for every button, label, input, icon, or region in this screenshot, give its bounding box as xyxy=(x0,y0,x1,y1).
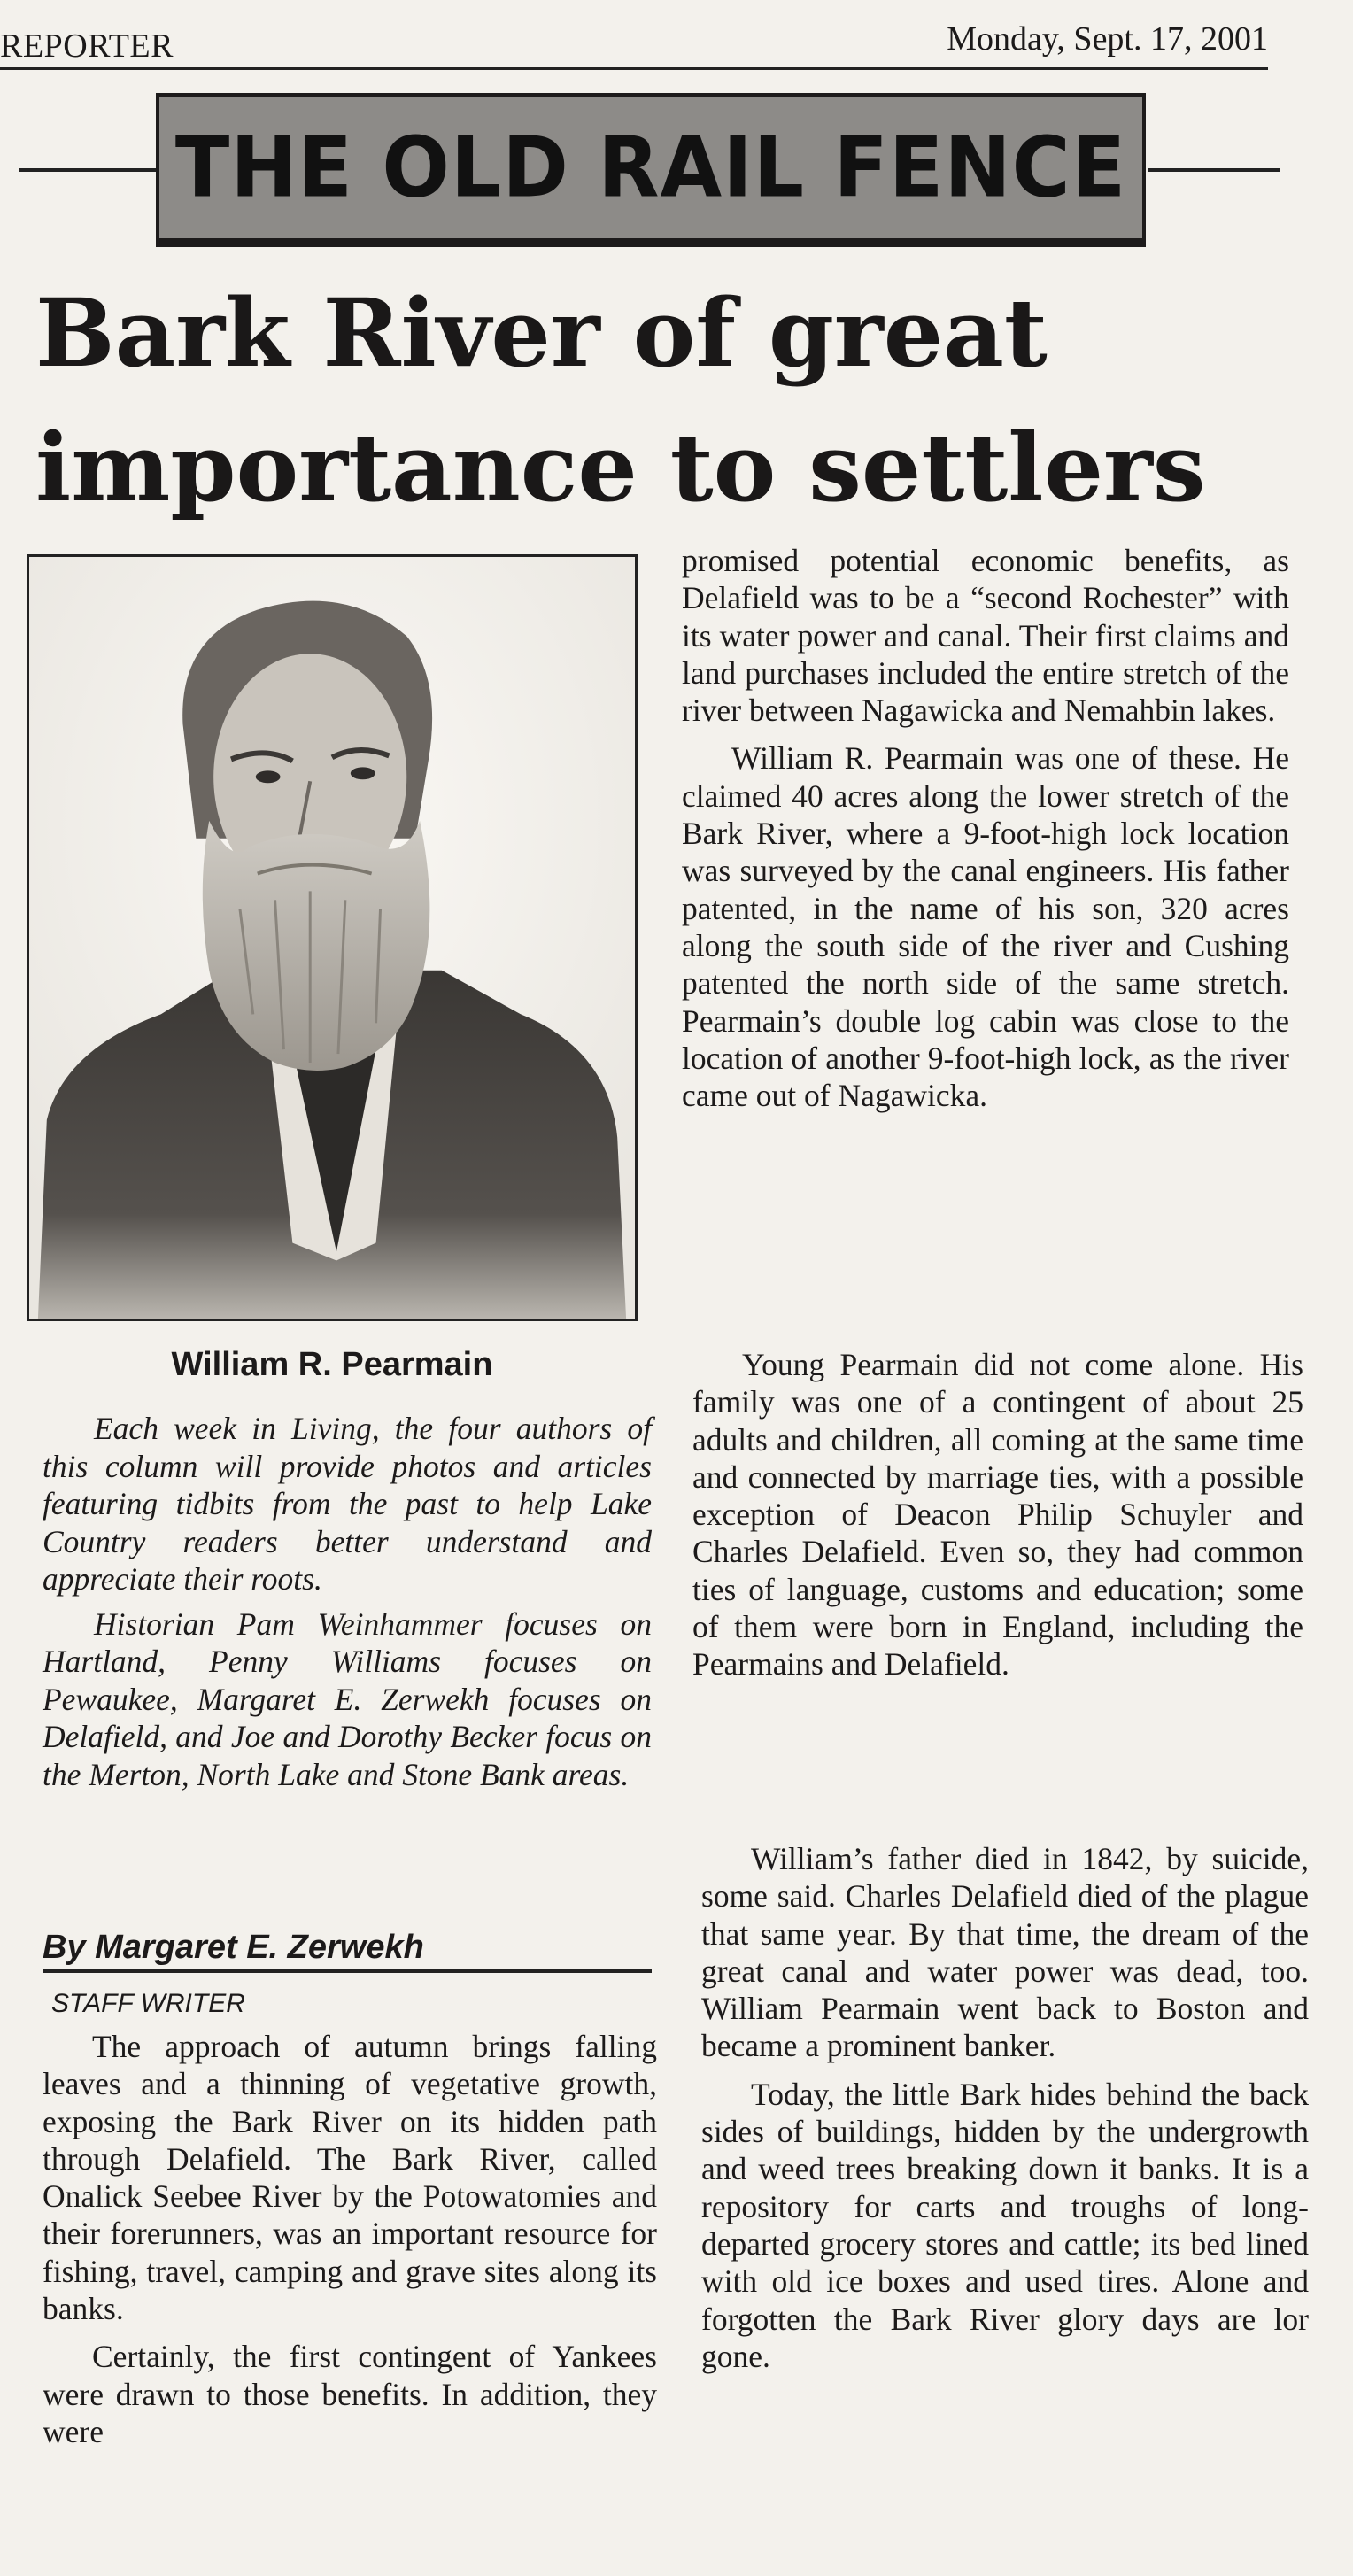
portrait-illustration xyxy=(29,557,635,1319)
article-paragraph: Young Pearmain did not come alone. His family was one of a contingent of about 25 adults and children, all coming at the same time and connected by marriage ties, with a possible exception of Deacon Philip Schuyler and Charles Delafield. Even so, they had common ties of language, customs and education; some of them were born in England, including the Pearmains and Delafield. xyxy=(692,1347,1303,1683)
publication-name: REPORTER xyxy=(0,27,174,65)
article-headline: Bark River of great importance to settlers xyxy=(35,277,1206,522)
header-rule xyxy=(0,67,1268,70)
article-paragraph: Today, the little Bark hides behind the back sides of buildings, hidden by the undergrowth and weed trees breaking down it banks. It is a repository for carts and troughs of long-departed grocery stores and cattle; its bed lined with old ice boxes and used tires. Alone and forgotten the Bark River glory days are lor gone. xyxy=(701,2076,1309,2374)
article-column-right-bottom xyxy=(701,1840,1309,2386)
article-paragraph: William’s father died in 1842, by suicide, some said. Charles Delafield died of the plague that same year. By that time, the dream of the great canal and water power was dead, too. William Pearmain went back to Boston and became a prominent banker. xyxy=(701,1841,1309,2064)
publication-date: Monday, Sept. 17, 2001 xyxy=(947,20,1268,58)
article-column-right-top xyxy=(682,542,1289,1125)
banner-rule-right xyxy=(1148,168,1280,172)
portrait-photo xyxy=(27,554,638,1321)
column-intro xyxy=(43,1410,652,1800)
intro-paragraph: Each week in Living, the four authors of this column will provide photos and articles featuring tidbits from the past to help Lake Country readers better understand and appreciate their roots. xyxy=(43,1411,652,1597)
photo-caption: William R. Pearmain xyxy=(171,1346,493,1383)
column-title: THE OLD RAIL FENCE xyxy=(174,118,1127,217)
article-paragraph: The approach of autumn brings falling leaves and a thinning of vegetative growth, exposing the Bark River on its hidden path through Delafield. The Bark River, called Onalick Seebee River by the Potowatomies and their forerunners, was an important resource for fishing, travel, camping and grave sites along its banks. xyxy=(43,2029,657,2327)
banner-rule-left xyxy=(19,168,159,172)
staff-writer-label: STAFF WRITER xyxy=(51,1989,245,2018)
article-paragraph: William R. Pearmain was one of these. He claimed 40 acres along the lower stretch of the Bark River, where a 9-foot-high lock location was surveyed by the canal engineers. His father patented, in the name of his son, 320 acres along the south side of the river and Cushing patented the north side of the same stretch. Pearmain’s double log cabin was close to the location of another 9-foot-high lock, as the river came out of Nagawicka. xyxy=(682,740,1289,1114)
article-paragraph: Certainly, the first contingent of Yankees were drawn to those benefits. In addition, they were xyxy=(43,2339,657,2449)
article-column-right-middle xyxy=(692,1346,1303,1694)
article-column-left xyxy=(43,2028,657,2461)
intro-paragraph: Historian Pam Weinhammer focuses on Hartland, Penny Williams focuses on Pewaukee, Margaret E. Zerwekh focuses on Delafield, and Joe and Dorothy Becker focus on the Merton, North Lake and Stone Bank areas. xyxy=(43,1605,652,1792)
column-title-banner xyxy=(156,93,1146,242)
byline: By Margaret E. Zerwekh xyxy=(43,1929,652,1973)
article-paragraph: promised potential economic benefits, as Delafield was to be a “second Rochester” with its water power and canal. Their first claims and land purchases included the entire stretch of the river between Nagawicka and Nemahbin lakes. xyxy=(682,543,1289,729)
